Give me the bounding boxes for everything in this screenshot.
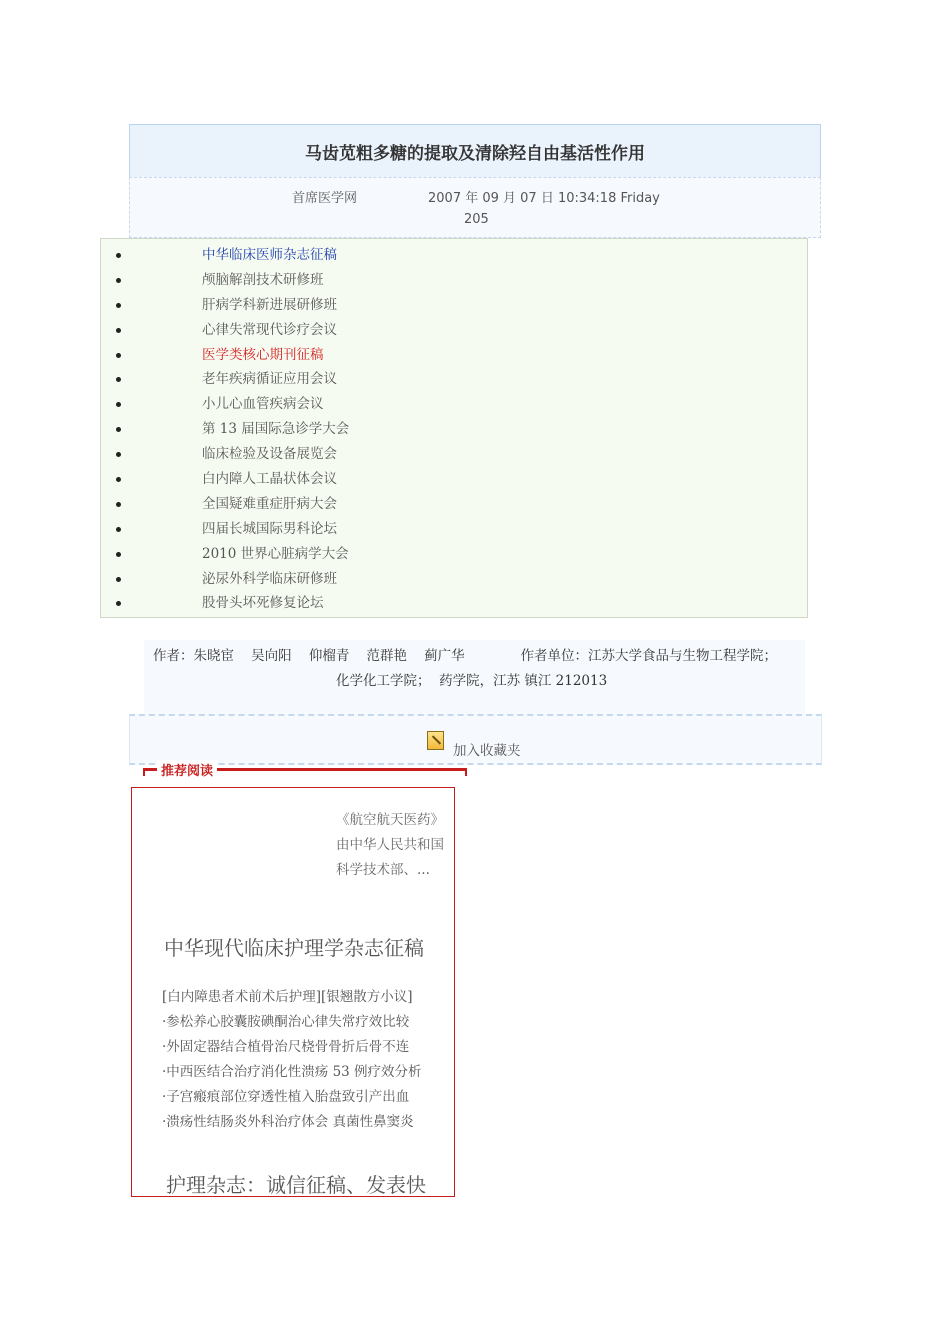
recommended-article-link[interactable]: ·中西医结合治疗消化性溃疡 53 例疗效分析 bbox=[162, 1064, 422, 1080]
related-link[interactable]: 股骨头坏死修复论坛 bbox=[202, 595, 324, 612]
related-link[interactable]: 2010 世界心脏病学大会 bbox=[202, 545, 349, 562]
article-source: 首席医学网 bbox=[292, 191, 358, 206]
bullet-icon bbox=[116, 527, 121, 532]
recommended-snippet[interactable]: 《航空航天医药》由中华人民共和国科学技术部、... bbox=[336, 812, 444, 878]
bullet-icon bbox=[116, 303, 121, 308]
recommended-article-link[interactable]: ·参松养心胶囊胺碘酮治心律失常疗效比较 bbox=[162, 1014, 410, 1030]
bullet-icon bbox=[116, 328, 121, 333]
recommended-header: 推荐阅读 bbox=[157, 760, 217, 779]
list-item bbox=[101, 392, 807, 417]
bullet-icon bbox=[116, 452, 121, 457]
author-line-2: 化学化工学院； 药学院，江苏 镇江 212013 bbox=[336, 673, 608, 689]
bullet-icon bbox=[116, 402, 121, 407]
recommended-article-link[interactable]: ·外固定器结合植骨治尺桡骨骨折后骨不连 bbox=[162, 1039, 410, 1055]
recommended-article-list bbox=[162, 985, 422, 1135]
bullet-icon bbox=[116, 427, 121, 432]
list-item bbox=[101, 417, 807, 442]
article-title-bar bbox=[129, 124, 821, 178]
related-link[interactable]: 临床检验及设备展览会 bbox=[202, 446, 337, 463]
related-link[interactable]: 泌尿外科学临床研修班 bbox=[202, 570, 337, 587]
list-item bbox=[101, 542, 807, 567]
bullet-icon bbox=[116, 477, 121, 482]
article-title: 马齿苋粗多糖的提取及清除羟自由基活性作用 bbox=[305, 143, 645, 164]
related-link[interactable]: 第 13 届国际急诊学大会 bbox=[202, 421, 350, 438]
related-link[interactable]: 中华临床医师杂志征稿 bbox=[202, 247, 337, 263]
favorite-bar bbox=[129, 714, 822, 765]
related-links-panel bbox=[100, 238, 808, 618]
recommended-header-tick-left bbox=[143, 768, 145, 776]
list-item bbox=[101, 517, 807, 542]
list-item bbox=[101, 591, 807, 616]
related-link[interactable]: 小儿心血管疾病会议 bbox=[202, 396, 324, 413]
related-link[interactable]: 白内障人工晶状体会议 bbox=[202, 471, 337, 488]
recommended-header-tick-right bbox=[465, 768, 467, 776]
add-to-favorites-link[interactable]: 加入收藏夹 bbox=[453, 743, 521, 759]
related-link[interactable]: 四届长城国际男科论坛 bbox=[202, 520, 337, 537]
bullet-icon bbox=[116, 377, 121, 382]
list-item bbox=[101, 567, 807, 592]
bullet-icon bbox=[116, 552, 121, 557]
list-item bbox=[101, 467, 807, 492]
bookmark-folder-icon[interactable] bbox=[427, 731, 444, 750]
recommended-journal-link-1[interactable]: 中华现代临床护理学杂志征稿 bbox=[164, 936, 424, 960]
related-link[interactable]: 颅脑解剖技术研修班 bbox=[202, 271, 324, 288]
related-links-list bbox=[101, 239, 807, 616]
bullet-icon bbox=[116, 278, 121, 283]
list-item bbox=[101, 367, 807, 392]
article-view-count: 205 bbox=[464, 212, 489, 227]
author-info bbox=[144, 640, 805, 714]
recommended-article-link[interactable]: [白内障患者术前术后护理][银翘散方小议] bbox=[162, 989, 413, 1005]
bullet-icon bbox=[116, 601, 121, 606]
author-line-1: 作者：朱晓宦 吴向阳 仰榴青 范群艳 蓟广华 作者单位：江苏大学食品与生物工程学院； bbox=[153, 648, 777, 664]
recommended-article-link[interactable]: ·子宫瘢痕部位穿透性植入胎盘致引产出血 bbox=[162, 1089, 410, 1105]
related-link[interactable]: 医学类核心期刊征稿 bbox=[202, 346, 324, 363]
list-item bbox=[101, 442, 807, 467]
related-link[interactable]: 肝病学科新进展研修班 bbox=[202, 296, 337, 313]
list-item bbox=[101, 243, 807, 268]
recommended-article-link[interactable]: ·溃疡性结肠炎外科治疗体会 真菌性鼻窦炎 bbox=[162, 1114, 414, 1130]
list-item bbox=[101, 293, 807, 318]
bullet-icon bbox=[116, 353, 121, 358]
related-link[interactable]: 老年疾病循证应用会议 bbox=[202, 371, 337, 388]
related-link[interactable]: 心律失常现代诊疗会议 bbox=[202, 321, 337, 338]
recommended-panel bbox=[131, 787, 455, 1197]
bullet-icon bbox=[116, 577, 121, 582]
bullet-icon bbox=[116, 502, 121, 507]
related-link[interactable]: 全国疑难重症肝病大会 bbox=[202, 495, 337, 512]
bullet-icon bbox=[116, 253, 121, 258]
recommended-journal-link-2[interactable]: 护理杂志：诚信征稿、发表快 bbox=[166, 1173, 426, 1197]
list-item bbox=[101, 318, 807, 343]
list-item bbox=[101, 492, 807, 517]
article-meta bbox=[129, 177, 821, 238]
article-datetime: 2007 年 09 月 07 日 10:34:18 Friday bbox=[428, 191, 660, 206]
list-item bbox=[101, 268, 807, 293]
list-item bbox=[101, 343, 807, 368]
